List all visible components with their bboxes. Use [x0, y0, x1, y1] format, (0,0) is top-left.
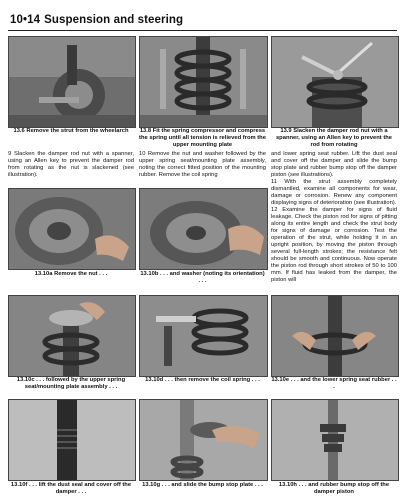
- caption-13-10a: 13.10a Remove the nut . . .: [34, 271, 108, 277]
- remove-nut-image: [9, 189, 135, 269]
- caption-13-10c: 13.10c . . . followed by the upper spring seat/mounting plate assembly . . .: [16, 377, 126, 390]
- caption-13-10e: 13.10e . . . and the lower spring seat rubber . . .: [271, 377, 397, 390]
- paragraph-11: 11 With the strut assembly completely dismantled, examine all components for wear, damage or corrosion. Renew any component displaying signs of deterioration (see illustration).: [271, 179, 397, 206]
- washer-image: [140, 189, 267, 269]
- paragraph-9-text: 9 Slacken the damper rod nut with a spanner, using an Allen key to prevent the damper rod from rotating as the nut is slackened (see illustration).: [8, 151, 134, 178]
- photo-13-10c: [8, 295, 136, 377]
- photo-13-10b: [139, 188, 268, 270]
- caption-13-10h: 13.10h . . . and rubber bump stop off the damper piston: [278, 482, 390, 495]
- paragraph-10-continued: and lower spring seat rubber. Lift the dust seal and cover off the damper and slide the bump stop plate and rubber bump stop off the damper piston (see illustrations).: [271, 151, 397, 178]
- lower-spring-seat-image: [272, 296, 398, 376]
- page-header: [10, 14, 183, 26]
- page-number: 10•14: [10, 14, 41, 26]
- caption-13-8: 13.8 Fit the spring compressor and compress the spring until all tension is relieved from the upper mounting plate: [139, 128, 266, 148]
- rubber-bump-stop-image: [272, 400, 398, 480]
- caption-13-10d: 13.10d . . . then remove the coil spring . . .: [145, 377, 260, 383]
- caption-13-6: 13.6 Remove the strut from the wheelarch: [13, 128, 129, 134]
- photo-13-10f: [8, 399, 136, 481]
- caption-13-10f: 13.10f . . . lift the dust seal and cover off the damper . . .: [10, 482, 132, 495]
- dust-seal-image: [9, 400, 135, 480]
- paragraph-9: [8, 151, 134, 179]
- caption-13-10b: 13.10b . . . and washer (noting its orientation) . . .: [140, 271, 265, 284]
- bump-stop-plate-image: [140, 400, 267, 480]
- photo-13-10e: [271, 295, 399, 377]
- caption-13-10g: 13.10g . . . and slide the bump stop plate . . .: [142, 482, 263, 488]
- photo-13-10g: [139, 399, 268, 481]
- caption-13-9: 13.9 Slacken the damper rod nut with a spanner, using an Allen key to prevent the rod from rotating: [275, 128, 393, 148]
- strut-wheelarch-image: [9, 37, 135, 127]
- paragraph-12: 12 Examine the damper for signs of fluid leakage. Check the piston rod for signs of pitting along its entire length and check the strut body for signs of damage or corrosion. Test the operation of the strut, while holding it in an upright position, by moving the piston through several full-length strokes; the resistance felt should be smooth and continuous. Now operate the piston rod through short strokes of 50 to 100 mm. If fluid has leaked from the damper, the piston will: [271, 207, 397, 283]
- paragraph-10-text: 10 Remove the nut and washer followed by the upper spring seat/mounting plate assembly, noting the correct fitted position of the mounting rubber. Remove the coil spring: [139, 151, 266, 178]
- photo-13-9: [271, 36, 399, 128]
- upper-spring-seat-image: [9, 296, 135, 376]
- photo-13-10h: [271, 399, 399, 481]
- coil-spring-image: [140, 296, 267, 376]
- page-title: Suspension and steering: [44, 14, 184, 26]
- photo-13-10d: [139, 295, 268, 377]
- right-column-text: [271, 151, 397, 284]
- paragraph-10: [139, 151, 266, 179]
- spring-compressor-image: [140, 37, 267, 127]
- photo-13-10a: [8, 188, 136, 270]
- photo-13-8: [139, 36, 268, 128]
- header-rule: [8, 30, 397, 31]
- photo-13-6: [8, 36, 136, 128]
- damper-rod-nut-image: [272, 37, 398, 127]
